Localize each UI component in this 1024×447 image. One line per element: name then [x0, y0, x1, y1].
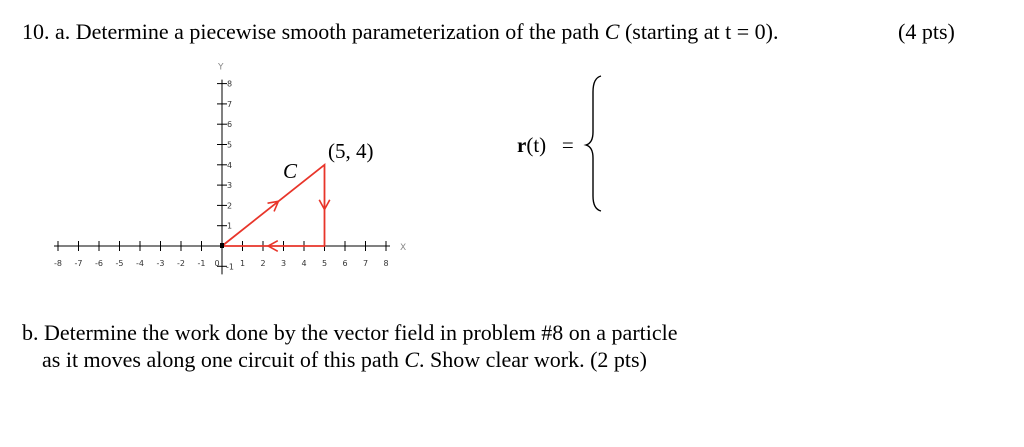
x-tick-label: 7 [362, 259, 369, 268]
origin-marker [220, 243, 224, 248]
x-tick-label: -8 [54, 259, 62, 268]
x-tick-label: 5 [321, 259, 328, 268]
question-10b-suffix: . Show clear work. (2 pts) [419, 347, 647, 372]
path-c [220, 165, 330, 251]
points-4: (4 pts) [898, 19, 955, 44]
x-tick-label: 8 [383, 259, 389, 268]
question-10a-suffix: (starting at t = 0). [619, 19, 779, 44]
y-tick-label: 8 [227, 79, 233, 89]
path-variable: C [604, 19, 620, 44]
tick-labels [54, 80, 389, 272]
x-axis-name: X [400, 243, 407, 253]
path-c-line [222, 165, 325, 246]
piecewise-brace [586, 76, 601, 211]
question-10b-prefix: as it moves along one circuit of this path [42, 347, 405, 372]
x-tick-label: -1 [197, 259, 206, 268]
y-tick-label: 3 [227, 181, 233, 191]
r-argument: (t) [526, 133, 547, 157]
point-label: (5, 4) [328, 139, 374, 163]
x-tick-label: -2 [177, 259, 185, 268]
x-tick-label: -6 [95, 259, 103, 268]
x-tick-label: 6 [342, 259, 348, 268]
x-tick-label: 4 [301, 259, 307, 268]
x-tick-label: 3 [280, 259, 287, 268]
x-tick-label: 1 [239, 259, 246, 268]
x-tick-label: -7 [74, 259, 83, 268]
y-tick-label: 2 [227, 201, 233, 211]
y-tick-label: 7 [227, 99, 233, 109]
y-tick-label: 5 [227, 140, 233, 150]
curve-label: C [283, 159, 298, 183]
equals-sign: = [561, 133, 574, 157]
x-tick-label: 0 [214, 259, 220, 268]
x-tick-label: -4 [136, 259, 144, 268]
path-variable-b: C [404, 347, 419, 372]
y-tick-label: 1 [227, 221, 233, 231]
question-10b-line2 [42, 347, 647, 373]
x-tick-label: -3 [156, 259, 165, 268]
x-tick-label: 2 [260, 259, 266, 268]
y-tick-label: 4 [227, 160, 233, 170]
r-of-t-label [517, 133, 574, 158]
y-tick-label: 6 [227, 120, 233, 130]
y-tick-label: -1 [226, 262, 234, 272]
question-10a-prefix: 10. a. Determine a piecewise smooth parameterization of the path [22, 19, 605, 44]
question-10b-line1: b. Determine the work done by the vector field in problem #8 on a particle [22, 320, 678, 345]
r-vector: r [517, 133, 527, 157]
y-axis-name: Y [218, 62, 224, 73]
x-tick-label: -5 [115, 259, 124, 268]
